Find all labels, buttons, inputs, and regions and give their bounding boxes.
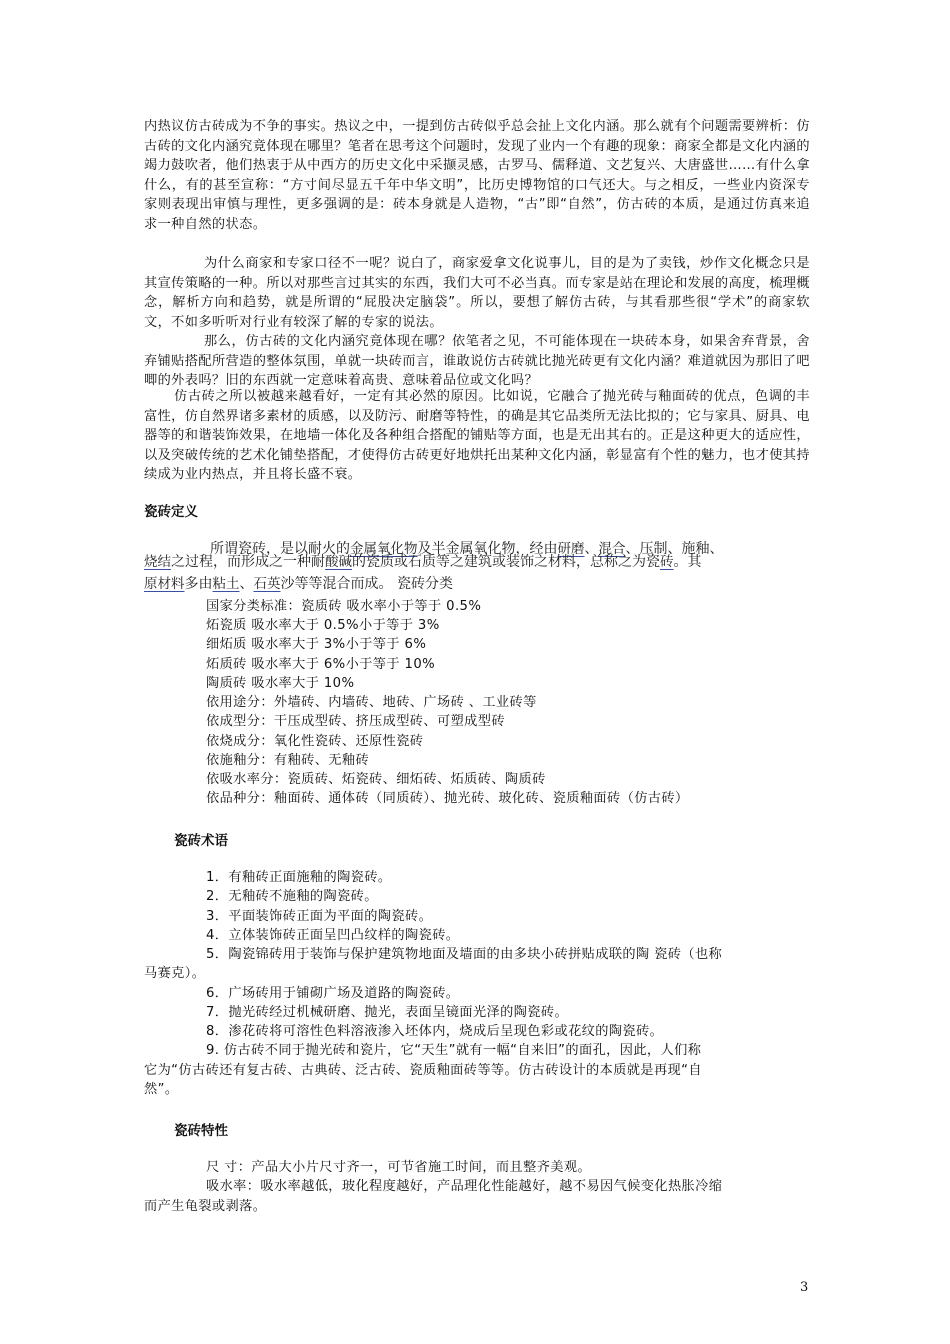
classification-item: 国家分类标准：瓷质砖 吸水率小于等于 0.5%: [206, 599, 482, 614]
definition-line-3: [144, 576, 453, 593]
link-grinding[interactable]: 研磨: [557, 541, 585, 557]
definition-text-part: 所谓瓷砖，是以耐火的: [210, 541, 350, 557]
paragraph-cultural-connotation: 那么，仿古砖的文化内涵究竟体现在哪？依笔者之见，不可能体现在一块砖本身，如果舍弃背景，舍弃铺贴搭配所营造的整体氛围，单就一块砖而言，谁敢说仿古砖就比抛光砖更有文化内涵？难道就因为那旧了吧唧的外表吗？旧的东西就一定意味着高贵、意味着品位或文化吗？: [144, 334, 810, 389]
definition-text-part: 、: [239, 576, 254, 592]
term-item: 2．无釉砖不施釉的陶瓷砖。: [206, 889, 378, 904]
section-title-features: 瓷砖特性: [174, 1123, 228, 1139]
classification-item: 依成型分：干压成型砖、挤压成型砖、可塑成型砖: [206, 714, 505, 729]
classification-item: 细炻质 吸水率大于 3%小于等于 6%: [206, 637, 427, 652]
definition-text-part: 沙等等混合而成。 瓷砖分类: [280, 576, 453, 592]
term-item: 1．有釉砖正面施釉的陶瓷砖。: [206, 870, 392, 885]
definition-text-part: 、: [584, 541, 599, 557]
term-item-continuation: 然”。: [144, 1082, 179, 1097]
definition-line-2: [144, 554, 702, 571]
feature-item: 吸水率：吸水率越低，玻化程度越好，产品理化性能越好，越不易因气候变化热胀冷缩: [206, 1179, 723, 1194]
definition-text-part: 及半金属氧化物，经由: [417, 541, 558, 557]
classification-item: 炻瓷质 吸水率大于 0.5%小于等于 3%: [206, 618, 440, 633]
link-acid-base[interactable]: 酸碱: [325, 554, 352, 570]
paragraph-intro: 内热议仿古砖成为不争的事实。热议之中，一提到仿古砖似乎总会扯上文化内涵。那么就有个问题需要辨析：仿古砖的文化内涵究竟体现在哪里？笔者在思考这个问题时，发现了业内一个有趣的现象：商家全都是文化内涵的竭力鼓吹者，他们热衷于从中西方的历史文化中采撷灵感，古罗马、儒释道、文艺复兴、大唐盛世……有什么拿什么，有的甚至宣称：“方寸间尽显五千年中华文明”，比历史博物馆的口气还大。与之相反，一些业内资深专家则表现出审慎与理性，更多强调的是：砖本身就是人造物，“古”即“自然”，仿古砖的本质，是通过仿真来追求一种自然的状态。: [144, 119, 810, 232]
link-quartz[interactable]: 石英: [253, 576, 281, 592]
definition-text-part: 的瓷质或石质等之建筑或装饰之材料，总称之为瓷: [352, 554, 660, 570]
term-item: 3．平面装饰砖正面为平面的陶瓷砖。: [206, 909, 433, 924]
term-item: 8．渗花砖将可溶性色料溶液渗入坯体内，烧成后呈现色彩或花纹的陶瓷砖。: [206, 1024, 664, 1039]
classification-item: 依吸水率分：瓷质砖、炻瓷砖、细炻砖、炻质砖、陶质砖: [206, 772, 546, 787]
term-item: 6．广场砖用于铺砌广场及道路的陶瓷砖。: [206, 986, 460, 1001]
link-metal-oxide[interactable]: 金属氧化物: [350, 541, 418, 557]
term-item: 4．立体装饰砖正面呈凹凸纹样的陶瓷砖。: [206, 928, 460, 943]
classification-item: 陶质砖 吸水率大于 10%: [206, 676, 355, 691]
section-title-definition: 瓷砖定义: [144, 504, 198, 520]
definition-text-part: 。其: [673, 554, 702, 570]
classification-item: 依烧成分：氧化性瓷砖、还原性瓷砖: [206, 734, 424, 749]
classification-item: 依用途分：外墙砖、内墙砖、地砖、广场砖 、工业砖等: [206, 695, 537, 710]
definition-text-part: 之过程，而形成之一种耐: [171, 554, 325, 570]
definition-text-part: 、压制、施釉、: [625, 541, 724, 557]
term-item: 7．抛光砖经过机械研磨、抛光，表面呈镜面光泽的陶瓷砖。: [206, 1005, 569, 1020]
term-item: 5．陶瓷锦砖用于装饰与保护建筑物地面及墙面的由多块小砖拼贴成联的陶 瓷砖（也称: [206, 947, 723, 962]
link-sintering[interactable]: 烧结: [144, 554, 171, 570]
link-raw-material[interactable]: 原材料: [144, 576, 185, 592]
paragraph-popularity: 仿古砖之所以被越来越看好，一定有其必然的原因。比如说，它融合了抛光砖与釉面砖的优点，色调的丰富性，仿自然界诸多素材的质感，以及防污、耐磨等特性，的确是其它品类所无法比拟的；它与家具、厨具、电器等的和谐装饰效果，在地墙一体化及各种组合搭配的铺贴等方面，也是无出其右的。正是这种更大的适应性，以及突破传统的艺术化铺垫搭配，才使得仿古砖更好地烘托出某种文化内涵，彰显富有个性的魅力，也才使其持续成为业内热点，并且将长盛不衰。: [144, 389, 810, 483]
classification-item: 炻质砖 吸水率大于 6%小于等于 10%: [206, 657, 436, 672]
section-title-terms: 瓷砖术语: [174, 833, 228, 849]
classification-item: 依施釉分：有釉砖、无釉砖: [206, 753, 370, 768]
page-number: 3: [800, 1280, 809, 1295]
paragraph-merchants-vs-experts: 为什么商家和专家口径不一呢？说白了，商家爱拿文化说事儿，目的是为了卖钱，炒作文化概念只是其宣传策略的一种。所以对那些言过其实的东西，我们大可不必当真。而专家是站在理论和发展的高度，梳理概念，解析方向和趋势，就是所谓的“屁股决定脑袋”。所以，要想了解仿古砖，与其看那些很“学术”的商家软文，不如多听听对行业有较深了解的专家的说法。: [144, 256, 810, 330]
term-item: 9. 仿古砖不同于抛光砖和瓷片，它“天生”就有一幅“自来旧”的面孔，因此，人们称: [206, 1043, 702, 1058]
term-item-continuation: 它为“仿古砖还有复古砖、古典砖、泛古砖、瓷质釉面砖等等。仿古砖设计的本质就是再现“自: [144, 1063, 702, 1078]
classification-item: 依品种分：釉面砖、通体砖（同质砖）、抛光砖、玻化砖、瓷质釉面砖（仿古砖）: [206, 791, 689, 806]
term-item-continuation: 马赛克）。: [144, 966, 206, 981]
link-mixing[interactable]: 混合: [598, 541, 626, 557]
link-brick[interactable]: 砖: [660, 554, 674, 570]
feature-item: 尺 寸：产品大小片尺寸齐一，可节省施工时间，而且整齐美观。: [206, 1160, 592, 1175]
link-clay[interactable]: 粘土: [212, 576, 240, 592]
definition-text-part: 多由: [184, 576, 213, 592]
feature-item-continuation: 而产生龟裂或剥落。: [144, 1199, 267, 1214]
